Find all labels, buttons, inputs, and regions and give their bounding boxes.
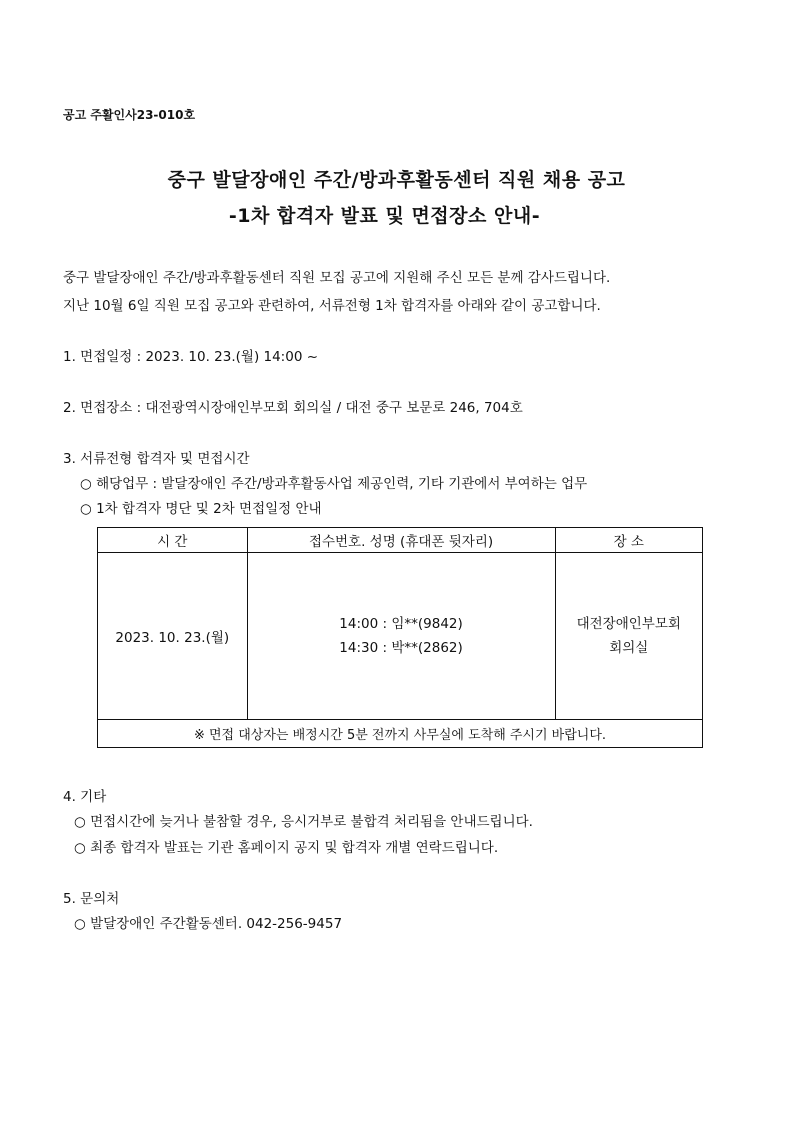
- document-title: 중구 발달장애인 주간/방과후활동센터 직원 채용 공고: [167, 169, 626, 191]
- interview-date: 1. 면접일정 : 2023. 10. 23.(월) 14:00 ~: [63, 349, 319, 365]
- table-row: [98, 553, 703, 720]
- place-line: 회의실: [609, 640, 649, 656]
- header-place: 장 소: [555, 528, 702, 553]
- header-candidates: 접수번호. 성명 (휴대폰 뒷자리): [247, 528, 555, 553]
- contact-bullet: ○ 발달장애인 주간활동센터. 042-256-9457: [74, 916, 343, 932]
- results-bullet-schedule: ○ 1차 합격자 명단 및 2차 면접일정 안내: [80, 501, 322, 517]
- table-header-row: [98, 528, 703, 553]
- candidates-cell: [247, 553, 555, 720]
- interview-place: 2. 면접장소 : 대전광역시장애인부모회 회의실 / 대전 중구 보문로 246, 704호: [63, 400, 523, 416]
- document-subtitle: -1차 합격자 발표 및 면접장소 안내-: [228, 205, 541, 227]
- header-time: 시 간: [98, 528, 248, 553]
- results-bullet-duty: ○ 해당업무 : 발달장애인 주간/방과후활동사업 제공인력, 기타 기관에서 부여하는 업무: [80, 476, 588, 492]
- interview-date-cell: 2023. 10. 23.(월): [98, 553, 248, 720]
- candidate-entry: 14:30 : 박**(2862): [339, 640, 463, 656]
- table-note-row: [98, 720, 703, 748]
- contact-heading: 5. 문의처: [63, 891, 120, 907]
- notice-number: 공고 주활인사23-010호: [63, 108, 196, 122]
- table-note: ※ 면접 대상자는 배정시간 5분 전까지 사무실에 도착해 주시기 바랍니다.: [98, 720, 703, 748]
- intro-line-2: 지난 10월 6일 직원 모집 공고와 관련하여, 서류전형 1차 합격자를 아래와 같이 공고합니다.: [63, 298, 601, 314]
- place-line: 대전장애인부모회: [576, 616, 681, 632]
- interview-schedule-table: [97, 527, 703, 748]
- other-bullet-late: ○ 면접시간에 늦거나 불참할 경우, 응시거부로 불합격 처리됨을 안내드립니다.: [74, 814, 533, 830]
- candidate-entry: 14:00 : 임**(9842): [339, 616, 463, 632]
- place-cell: [555, 553, 702, 720]
- other-bullet-final: ○ 최종 합격자 발표는 기관 홈페이지 공지 및 합격자 개별 연락드립니다.: [74, 840, 499, 856]
- other-heading: 4. 기타: [63, 789, 107, 805]
- results-heading: 3. 서류전형 합격자 및 면접시간: [63, 451, 250, 467]
- intro-line-1: 중구 발달장애인 주간/방과후활동센터 직원 모집 공고에 지원해 주신 모든 분께 감사드립니다.: [63, 270, 611, 286]
